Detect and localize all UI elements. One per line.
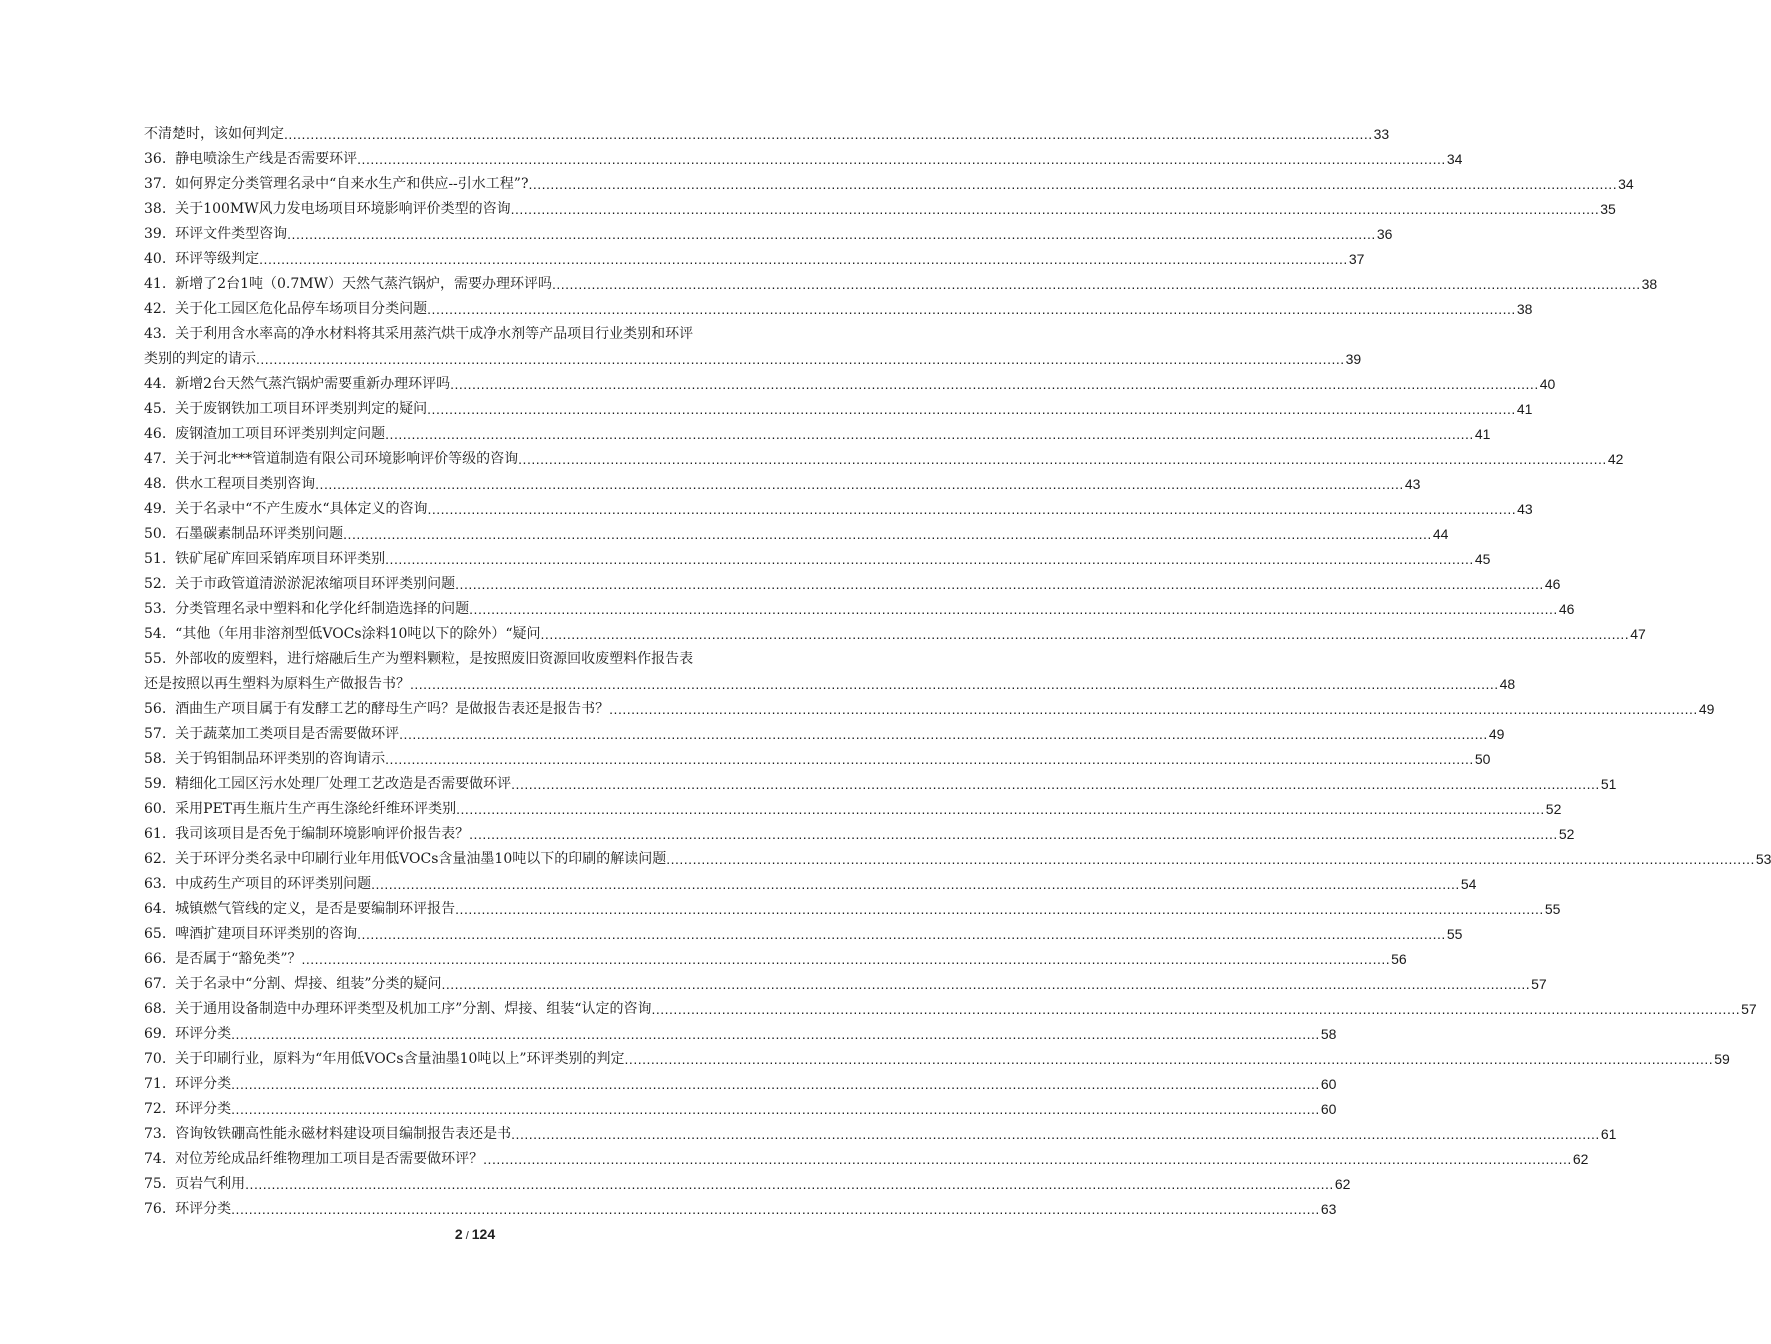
toc-entry-number: 43. — [144, 326, 176, 342]
toc-entry-title: 环评分类 — [175, 1101, 232, 1117]
toc-entry-title: 外部收的废塑料，进行熔融后生产为塑料颗粒，是按照废旧资源回收废塑料作报告表 — [175, 651, 694, 667]
toc-entry-title: 关于河北***管道制造有限公司环境影响评价等级的咨询 — [175, 451, 519, 467]
toc-dot-leader — [343, 522, 1432, 547]
toc-entry[interactable] — [144, 222, 1393, 247]
toc-entry-title: 咨询钕铁硼高性能永磁材料建设项目编制报告表还是书 — [175, 1126, 512, 1142]
toc-entry-number: 64. — [144, 901, 176, 917]
toc-entry-number: 53. — [144, 601, 176, 617]
toc-dot-leader — [385, 747, 1474, 772]
toc-entry[interactable] — [144, 172, 1634, 197]
toc-entry-title: 环评文件类型咨询 — [175, 226, 288, 242]
toc-dot-leader — [302, 947, 1391, 972]
toc-entry-page: 55 — [1446, 926, 1463, 942]
toc-dot-leader — [357, 922, 1446, 947]
toc-entry-page: 34 — [1618, 176, 1634, 192]
toc-entry-title: 供水工程项目类别咨询 — [175, 476, 316, 492]
toc-entry-page: 42 — [1607, 451, 1624, 467]
toc-entry-page: 33 — [1373, 126, 1390, 142]
toc-entry-title: 环评分类 — [175, 1026, 232, 1042]
toc-entry-number: 52. — [144, 576, 176, 592]
toc-dot-leader — [427, 397, 1516, 422]
toc-entry-page: 63 — [1320, 1201, 1337, 1217]
toc-entry-number: 48. — [144, 476, 176, 492]
toc-entry-page: 47 — [1630, 626, 1646, 642]
toc-entry-page: 62 — [1334, 1176, 1351, 1192]
toc-entry[interactable] — [144, 147, 1463, 172]
toc-entry-page: 49 — [1488, 726, 1505, 742]
toc-dot-leader — [231, 1022, 1320, 1047]
current-page: 2 — [454, 1226, 463, 1242]
toc-entry-title: 精细化工园区污水处理厂处理工艺改造是否需要做环评 — [175, 776, 512, 792]
toc-entry[interactable] — [144, 522, 1449, 547]
toc-entry-title: “其他（年用非溶剂型低VOCs涂料10吨以下的除外）“疑问 — [175, 626, 541, 642]
toc-entry[interactable] — [144, 572, 1561, 597]
toc-entry-title-cont: 还是按照以再生塑料为原料生产做报告书？ — [144, 676, 410, 692]
toc-entry-title: 关于化工园区危化品停车场项目分类问题 — [175, 301, 428, 317]
toc-entry-page: 61 — [1600, 1126, 1617, 1142]
toc-entry[interactable] — [144, 322, 1362, 372]
toc-entry[interactable] — [144, 472, 1421, 497]
toc-dot-leader — [385, 547, 1474, 572]
toc-entry-line — [144, 347, 1362, 372]
toc-entry[interactable] — [144, 722, 1505, 747]
toc-entry[interactable] — [144, 922, 1463, 947]
toc-entry-number: 47. — [144, 451, 176, 467]
toc-entry[interactable] — [144, 797, 1562, 822]
toc-entry[interactable] — [144, 1022, 1337, 1047]
toc-entry-page: 60 — [1320, 1101, 1337, 1117]
toc-entry-page: 34 — [1446, 151, 1463, 167]
toc-dot-leader — [511, 197, 1600, 222]
toc-entry-title: 我司该项目是否免于编制环境影响评价报告表？ — [175, 826, 470, 842]
toc-entry[interactable] — [144, 497, 1533, 522]
toc-entry-title: 采用PET再生瓶片生产再生涤纶纤维环评类别 — [175, 801, 457, 817]
toc-entry[interactable] — [144, 397, 1533, 422]
toc-entry-page: 58 — [1320, 1026, 1337, 1042]
toc-entry-page: 43 — [1517, 501, 1533, 517]
toc-dot-leader — [428, 497, 1517, 522]
toc-entry-title: 如何界定分类管理名录中“自来水生产和供应--引水工程”? — [175, 176, 529, 192]
toc-dot-leader — [511, 1122, 1600, 1147]
toc-entry-line — [144, 647, 808, 672]
toc-entry-number: 36. — [144, 151, 176, 167]
toc-entry-title: 关于环评分类名录中印刷行业年用低VOCs含量油墨10吨以下的印刷的解读问题 — [175, 851, 667, 867]
toc-dot-leader — [231, 1197, 1320, 1222]
toc-entry-number: 74. — [144, 1151, 176, 1167]
toc-entry[interactable] — [144, 772, 1617, 797]
toc-entry[interactable] — [144, 747, 1491, 772]
toc-entry-number: 60. — [144, 801, 176, 817]
toc-entry-title: 环评等级判定 — [175, 251, 260, 267]
table-of-contents — [144, 122, 1771, 1222]
toc-entry-title: 啤酒扩建项目环评类别的咨询 — [175, 926, 358, 942]
toc-dot-leader — [287, 222, 1376, 247]
toc-entry-page: 51 — [1600, 776, 1617, 792]
toc-entry-line — [144, 322, 808, 347]
toc-entry-title: 关于印刷行业，原料为“年用低VOCs含量油墨10吨以上”环评类别的判定 — [175, 1051, 625, 1067]
toc-entry-number: 58. — [144, 751, 176, 767]
toc-entry-number: 71. — [144, 1076, 176, 1092]
toc-entry-number: 50. — [144, 526, 176, 542]
toc-entry-number: 73. — [144, 1126, 176, 1142]
toc-entry-page: 52 — [1558, 826, 1575, 842]
toc-entry-page: 60 — [1320, 1076, 1337, 1092]
toc-entry-number: 67. — [144, 976, 176, 992]
toc-entry-title: 关于钨钼制品环评类别的咨询请示 — [175, 751, 386, 767]
toc-entry-page: 39 — [1345, 351, 1362, 367]
toc-entry[interactable] — [144, 422, 1491, 447]
page-separator: / — [465, 1230, 469, 1242]
toc-entry-number: 51. — [144, 551, 176, 567]
toc-entry[interactable] — [144, 872, 1477, 897]
toc-entry[interactable] — [144, 297, 1533, 322]
toc-entry-number: 49. — [144, 501, 176, 517]
toc-entry-title: 环评分类 — [175, 1076, 232, 1092]
toc-dot-leader — [371, 872, 1460, 897]
toc-entry-number: 69. — [144, 1026, 176, 1042]
toc-entry[interactable] — [144, 247, 1365, 272]
toc-entry-number: 61. — [144, 826, 176, 842]
toc-dot-leader — [666, 847, 1755, 872]
toc-entry[interactable] — [144, 1197, 1337, 1222]
toc-entry-number: 46. — [144, 426, 176, 442]
toc-entry-number: 65. — [144, 926, 176, 942]
toc-entry-number: 62. — [144, 851, 176, 867]
toc-entry-title: 新增了2台1吨（0.7MW）天然气蒸汽锅炉，需要办理环评吗 — [175, 276, 552, 292]
toc-entry-number: 72. — [144, 1101, 176, 1117]
toc-entry-title: 关于通用设备制造中办理环评类型及机加工序”分割、焊接、组装“认定的咨询 — [175, 1001, 652, 1017]
toc-dot-leader — [469, 597, 1558, 622]
toc-entry-title: 废钢渣加工项目环评类别判定问题 — [175, 426, 386, 442]
toc-entry[interactable] — [144, 822, 1575, 847]
toc-entry-page: 59 — [1714, 1051, 1730, 1067]
toc-entry-number: 42. — [144, 301, 176, 317]
toc-entry[interactable] — [144, 372, 1556, 397]
toc-entry-title: 是否属于“豁免类”？ — [175, 951, 302, 967]
toc-entry-page: 38 — [1641, 276, 1658, 292]
toc-entry-number: 54. — [144, 626, 176, 642]
toc-entry[interactable] — [144, 547, 1491, 572]
toc-entry-page: 62 — [1572, 1151, 1589, 1167]
toc-entry-page: 57 — [1531, 976, 1547, 992]
toc-entry-title: 静电喷涂生产线是否需要环评 — [175, 151, 358, 167]
toc-entry-title: 关于废钢铁加工项目环评类别判定的疑问 — [175, 401, 428, 417]
toc-entry-page: 54 — [1460, 876, 1477, 892]
page-number-footer — [0, 1226, 950, 1242]
toc-entry-number: 37. — [144, 176, 176, 192]
toc-entry-title: 对位芳纶成品纤维物理加工项目是否需要做环评？ — [175, 1151, 484, 1167]
toc-entry-page: 57 — [1741, 1001, 1757, 1017]
toc-entry-page: 41 — [1474, 426, 1491, 442]
toc-entry-number: 66. — [144, 951, 176, 967]
toc-entry-page: 46 — [1544, 576, 1561, 592]
toc-entry-page: 37 — [1348, 251, 1365, 267]
toc-dot-leader — [357, 147, 1446, 172]
toc-entry-page: 46 — [1558, 601, 1575, 617]
toc-entry-title: 酒曲生产项目属于有发酵工艺的酵母生产吗？是做报告表还是报告书？ — [175, 701, 610, 717]
total-pages: 124 — [471, 1226, 496, 1242]
toc-entry[interactable] — [144, 697, 1715, 722]
toc-entry-number: 76. — [144, 1201, 176, 1217]
toc-entry[interactable] — [144, 1072, 1337, 1097]
toc-entry-title: 中成药生产项目的环评类别问题 — [175, 876, 372, 892]
toc-dot-leader — [284, 122, 1373, 147]
toc-entry-title: 关于蔬菜加工类项目是否需要做环评 — [175, 726, 400, 742]
toc-entry-page: 44 — [1432, 526, 1449, 542]
toc-entry-page: 48 — [1499, 676, 1516, 692]
toc-dot-leader — [609, 697, 1698, 722]
toc-entry[interactable] — [144, 1147, 1589, 1172]
toc-entry-page: 50 — [1474, 751, 1491, 767]
toc-dot-leader — [528, 172, 1617, 197]
toc-entry[interactable] — [144, 647, 1516, 697]
toc-entry-title: 关于名录中“分割、焊接、组装”分类的疑问 — [175, 976, 442, 992]
toc-entry-title: 石墨碳素制品环评类别问题 — [175, 526, 344, 542]
toc-entry[interactable] — [144, 1172, 1351, 1197]
toc-dot-leader — [541, 622, 1630, 647]
toc-entry-title: 关于名录中“不产生废水“具体定义的咨询 — [175, 501, 428, 517]
toc-entry[interactable] — [144, 622, 1646, 647]
toc-entry-number: 38. — [144, 201, 176, 217]
toc-entry-number: 59. — [144, 776, 176, 792]
toc-dot-leader — [315, 472, 1404, 497]
toc-entry-title: 新增2台天然气蒸汽锅炉需要重新办理环评吗 — [175, 376, 451, 392]
toc-entry-title: 关于利用含水率高的净水材料将其采用蒸汽烘干成净水剂等产品项目行业类别和环评 — [175, 326, 694, 342]
toc-entry-page: 53 — [1755, 851, 1771, 867]
toc-entry[interactable] — [144, 1122, 1617, 1147]
toc-entry[interactable] — [144, 897, 1561, 922]
toc-dot-leader — [231, 1097, 1320, 1122]
toc-entry-number: 56. — [144, 701, 176, 717]
toc-entry-number: 39. — [144, 226, 176, 242]
toc-entry-number: 41. — [144, 276, 176, 292]
toc-dot-leader — [450, 372, 1539, 397]
toc-entry-number: 70. — [144, 1051, 176, 1067]
toc-entry-page: 36 — [1376, 226, 1393, 242]
toc-entry[interactable] — [144, 122, 1390, 147]
toc-dot-leader — [442, 972, 1531, 997]
toc-dot-leader — [399, 722, 1488, 747]
toc-entry-title: 环评分类 — [175, 1201, 232, 1217]
toc-dot-leader — [385, 422, 1474, 447]
toc-entry-page: 52 — [1545, 801, 1562, 817]
toc-entry[interactable] — [144, 197, 1616, 222]
toc-entry-page: 40 — [1539, 376, 1556, 392]
toc-entry-line — [144, 672, 1516, 697]
toc-entry[interactable] — [144, 947, 1407, 972]
toc-dot-leader — [256, 347, 1345, 372]
toc-entry[interactable] — [144, 272, 1658, 297]
toc-entry-page: 56 — [1391, 951, 1407, 967]
toc-dot-leader — [245, 1172, 1334, 1197]
toc-entry-number: 40. — [144, 251, 176, 267]
toc-entry-page: 41 — [1516, 401, 1533, 417]
toc-entry-page: 35 — [1600, 201, 1616, 217]
toc-entry-title: 不清楚时，该如何判定 — [144, 126, 284, 142]
toc-entry[interactable] — [144, 972, 1547, 997]
toc-dot-leader — [456, 797, 1545, 822]
toc-entry-page: 45 — [1474, 551, 1491, 567]
toc-dot-leader — [455, 897, 1544, 922]
toc-entry[interactable] — [144, 847, 1771, 872]
toc-entry[interactable] — [144, 997, 1757, 1022]
toc-entry-title: 城镇燃气管线的定义，是否是要编制环评报告 — [175, 901, 456, 917]
toc-dot-leader — [455, 572, 1544, 597]
toc-entry-number: 45. — [144, 401, 176, 417]
toc-entry-number: 44. — [144, 376, 176, 392]
toc-dot-leader — [483, 1147, 1572, 1172]
toc-entry-title: 关于市政管道清淤淤泥浓缩项目环评类别问题 — [175, 576, 456, 592]
toc-entry-title: 分类管理名录中塑料和化学化纤制造选择的问题 — [175, 601, 470, 617]
toc-entry[interactable] — [144, 1047, 1730, 1072]
toc-entry-title-cont: 类别的判定的请示 — [144, 351, 256, 367]
toc-entry-number: 63. — [144, 876, 176, 892]
toc-dot-leader — [625, 1047, 1714, 1072]
toc-entry-title: 页岩气利用 — [175, 1176, 246, 1192]
toc-dot-leader — [552, 272, 1641, 297]
toc-dot-leader — [469, 822, 1558, 847]
toc-entry-number: 55. — [144, 651, 176, 667]
toc-dot-leader — [511, 772, 1600, 797]
toc-entry-page: 49 — [1698, 701, 1715, 717]
toc-dot-leader — [518, 447, 1607, 472]
toc-entry-number: 75. — [144, 1176, 176, 1192]
toc-entry-page: 55 — [1544, 901, 1561, 917]
toc-dot-leader — [651, 997, 1740, 1022]
toc-entry-number: 57. — [144, 726, 176, 742]
toc-entry[interactable] — [144, 447, 1624, 472]
toc-dot-leader — [259, 247, 1348, 272]
toc-entry[interactable] — [144, 597, 1575, 622]
toc-entry-page: 43 — [1404, 476, 1421, 492]
toc-dot-leader — [427, 297, 1516, 322]
toc-entry-page: 38 — [1516, 301, 1533, 317]
toc-dot-leader — [410, 672, 1499, 697]
toc-entry-title: 铁矿尾矿库回采销库项目环评类别 — [175, 551, 386, 567]
toc-entry-title: 关于100MW风力发电场项目环境影响评价类型的咨询 — [175, 201, 511, 217]
toc-dot-leader — [231, 1072, 1320, 1097]
toc-entry-number: 68. — [144, 1001, 176, 1017]
toc-entry[interactable] — [144, 1097, 1337, 1122]
